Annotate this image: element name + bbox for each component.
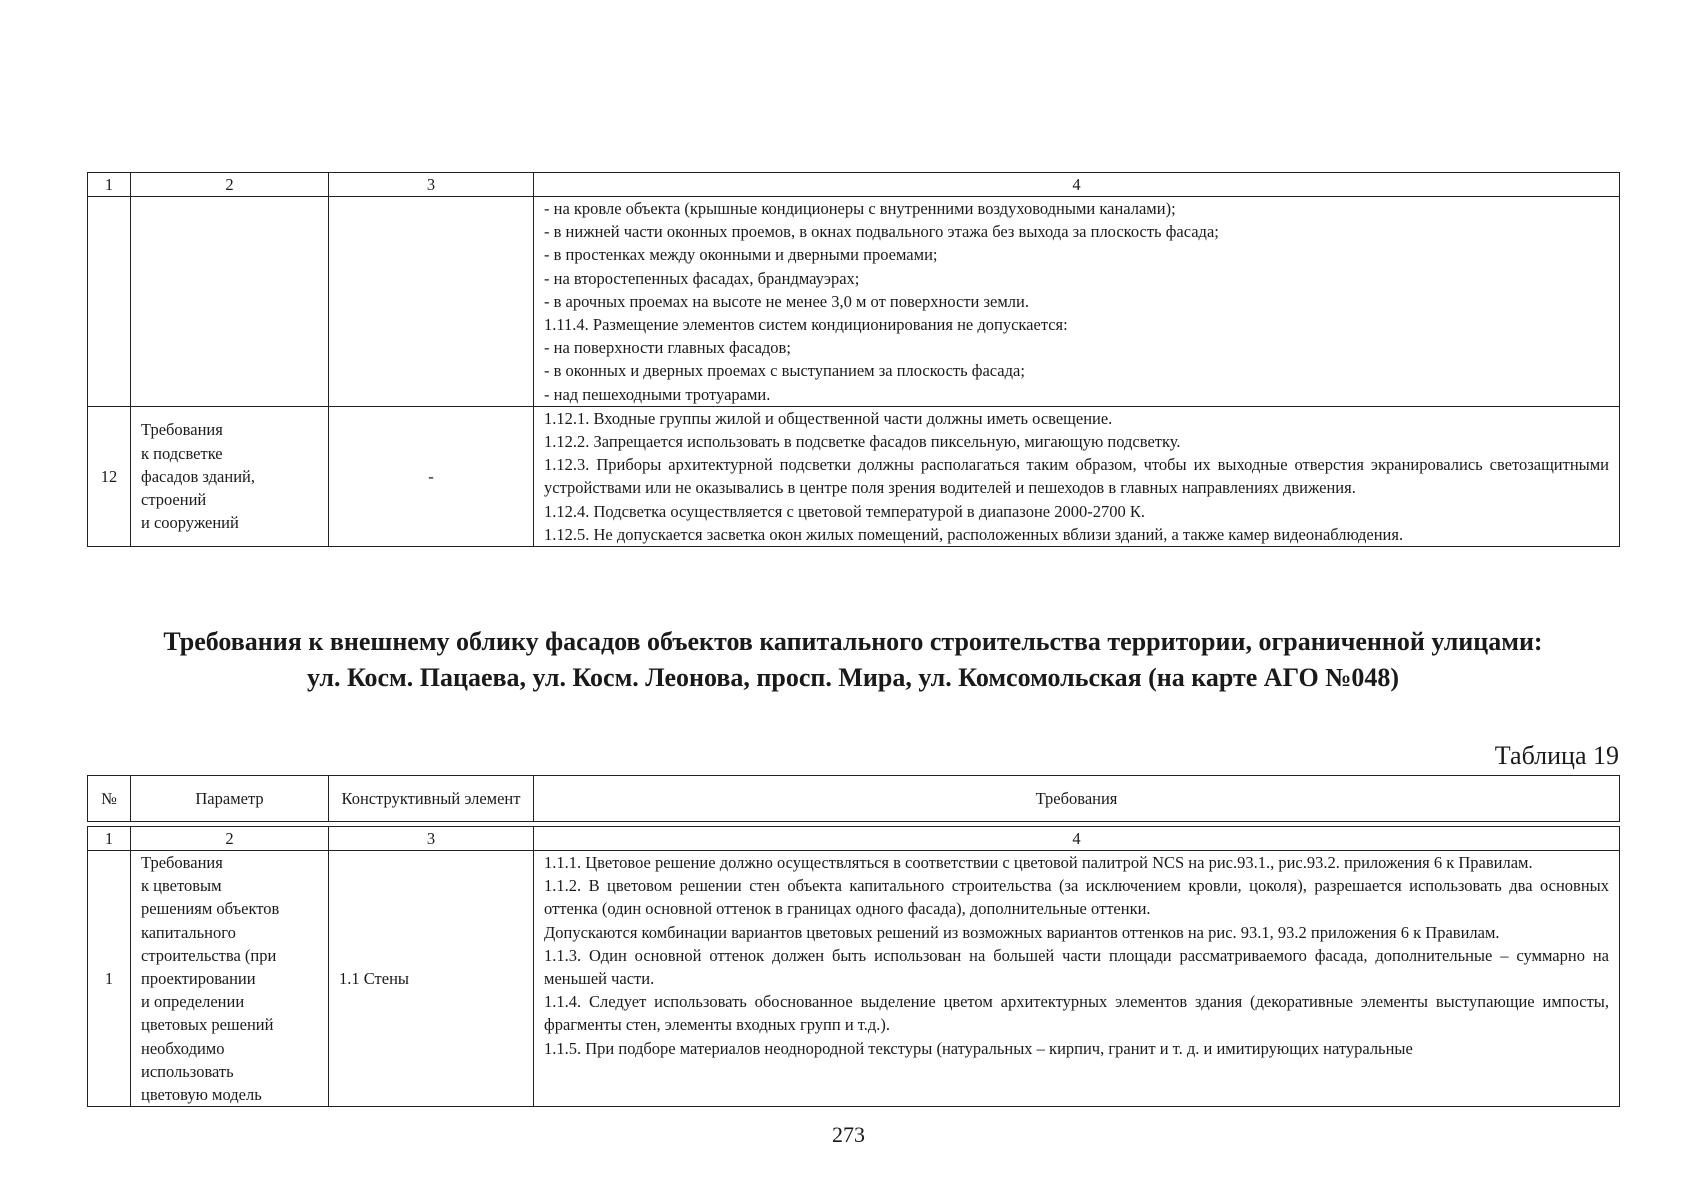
requirement-line: 1.12.1. Входные группы жилой и общественной части должны иметь освещение. (544, 408, 1113, 428)
continued-requirements-table (87, 172, 1620, 547)
parameter-line: использовать (141, 1061, 234, 1081)
parameter-line: строительства (при (141, 945, 277, 965)
requirement-line: - над пешеходными тротуарами. (544, 384, 771, 404)
requirement-line: - на второстепенных фасадах, брандмауэрах; (544, 268, 860, 288)
requirement-line: 1.1.3. Один основной оттенок должен быть использован на большей части площади рассматриваемого фасада, дополнительные – суммарно на меньшей части. (544, 945, 1609, 989)
row-number (88, 197, 131, 407)
element-cell (329, 197, 534, 407)
requirement-line: - на кровле объекта (крышные кондиционеры с внутренними воздуховодными каналами); (544, 199, 1176, 218)
column-number-row (88, 173, 1620, 197)
parameter-line: решениям объектов (141, 899, 280, 919)
column-number-row (88, 827, 1620, 851)
requirement-line: - в оконных и дверных проемах с выступанием за плоскость фасада; (544, 361, 1025, 381)
header-num: № (88, 776, 131, 822)
requirement-line: 1.1.4. Следует использовать обоснованное выделение цветом архитектурных элементов здания (декоративные элементы выступающие импосты, фрагменты стен, элементы входных групп и т.д.). (544, 992, 1609, 1035)
parameter-line: цветовую модель (141, 1085, 262, 1105)
requirements-cell (534, 197, 1620, 407)
table-header (87, 775, 1620, 822)
header-requirements: Требования (534, 776, 1620, 822)
column-number: 3 (329, 827, 534, 851)
requirement-line: - в простенках между оконными и дверными проемами; (544, 245, 938, 265)
header-row (88, 776, 1620, 822)
heading-line: ул. Косм. Пацаева, ул. Косм. Леонова, просп. Мира, ул. Комсомольская (на карте АГО №048) (307, 663, 1399, 692)
parameter-line: и определении (141, 992, 245, 1012)
row-number: 1 (88, 851, 131, 1107)
table-row (88, 851, 1620, 1107)
table-row (88, 197, 1620, 407)
column-number: 1 (88, 173, 131, 197)
parameter-cell (131, 197, 329, 407)
column-number: 3 (329, 173, 534, 197)
requirement-line: 1.11.4. Размещение элементов систем кондиционирования не допускается: (544, 315, 1068, 335)
column-number: 2 (131, 827, 329, 851)
requirement-line: 1.12.3. Приборы архитектурной подсветки должны располагаться таким образом, чтобы их выходные отверстия экранировались светозащитными устройствами или не оказывались в центре поля зрения водителей и пешеходов в главных направлениях движения. (544, 455, 1609, 498)
column-number: 4 (534, 827, 1620, 851)
requirement-line: 1.12.2. Запрещается использовать в подсветке фасадов пиксельную, мигающую подсветку. (544, 432, 1181, 452)
column-number: 4 (534, 173, 1620, 197)
requirement-line: 1.12.4. Подсветка осуществляется с цветовой температурой в диапазоне 2000-2700 К. (544, 501, 1146, 521)
requirement-line: 1.1.2. В цветовом решении стен объекта капитального строительства (за исключением кровли, цоколя), разрешается использовать два основных оттенка (один основной оттенок в границах одного фасада), дополнительные оттенки. (544, 876, 1609, 919)
parameter-line: строений (141, 490, 207, 510)
table-label: Таблица 19 (1494, 741, 1619, 770)
parameter-line: Требования (141, 420, 223, 440)
parameter-line: Требования (141, 853, 223, 872)
parameter-line: проектировании (141, 969, 256, 989)
parameter-line: фасадов зданий, (141, 466, 255, 486)
heading-line: Требования к внешнему облику фасадов объектов капитального строительства территории, ограниченной улицами: (163, 627, 1543, 656)
parameter-line: и сооружений (141, 513, 239, 533)
page-number: 273 (832, 1122, 865, 1147)
requirement-line: Допускаются комбинации вариантов цветовых решений из возможных вариантов оттенков на рис. 93.1, 93.2 приложения 6 к Правилам. (544, 922, 1500, 942)
column-number: 2 (131, 173, 329, 197)
element-cell: 1.1 Стены (329, 851, 534, 1107)
requirement-line: 1.1.1. Цветовое решение должно осуществляться в соответствии с цветовой палитрой NCS на рис.93.1., рис.93.2. приложения 6 к Правилам. (544, 853, 1533, 872)
header-element: Конструктивный элемент (329, 776, 534, 822)
parameter-line: цветовых решений (141, 1015, 274, 1035)
requirement-line: - в арочных проемах на высоте не менее 3,0 м от поверхности земли. (544, 291, 1029, 311)
requirement-line: 1.12.5. Не допускается засветка окон жилых помещений, расположенных вблизи зданий, а также камер видеонаблюдения. (544, 524, 1404, 544)
column-number: 1 (88, 827, 131, 851)
table-row (88, 406, 1620, 546)
parameter-line: капитального (141, 922, 236, 942)
requirement-line: - на поверхности главных фасадов; (544, 338, 791, 358)
parameter-line: необходимо (141, 1038, 225, 1058)
requirements-cell (534, 406, 1620, 546)
requirement-line: 1.1.5. При подборе материалов неоднородной текстуры (натуральных – кирпич, гранит и т. д. и имитирующих натуральные (544, 1038, 1413, 1058)
parameter-cell (131, 406, 329, 546)
header-param: Параметр (131, 776, 329, 822)
requirement-line: - в нижней части оконных проемов, в окнах подвального этажа без выхода за плоскость фасада; (544, 222, 1219, 242)
parameter-cell (131, 851, 329, 1107)
element-cell: - (329, 406, 534, 546)
parameter-line: к подсветке (141, 443, 223, 463)
row-number: 12 (88, 406, 131, 546)
requirements-table (87, 826, 1620, 1107)
section-heading (87, 624, 1619, 696)
parameter-line: к цветовым (141, 876, 222, 896)
requirements-cell (534, 851, 1620, 1107)
